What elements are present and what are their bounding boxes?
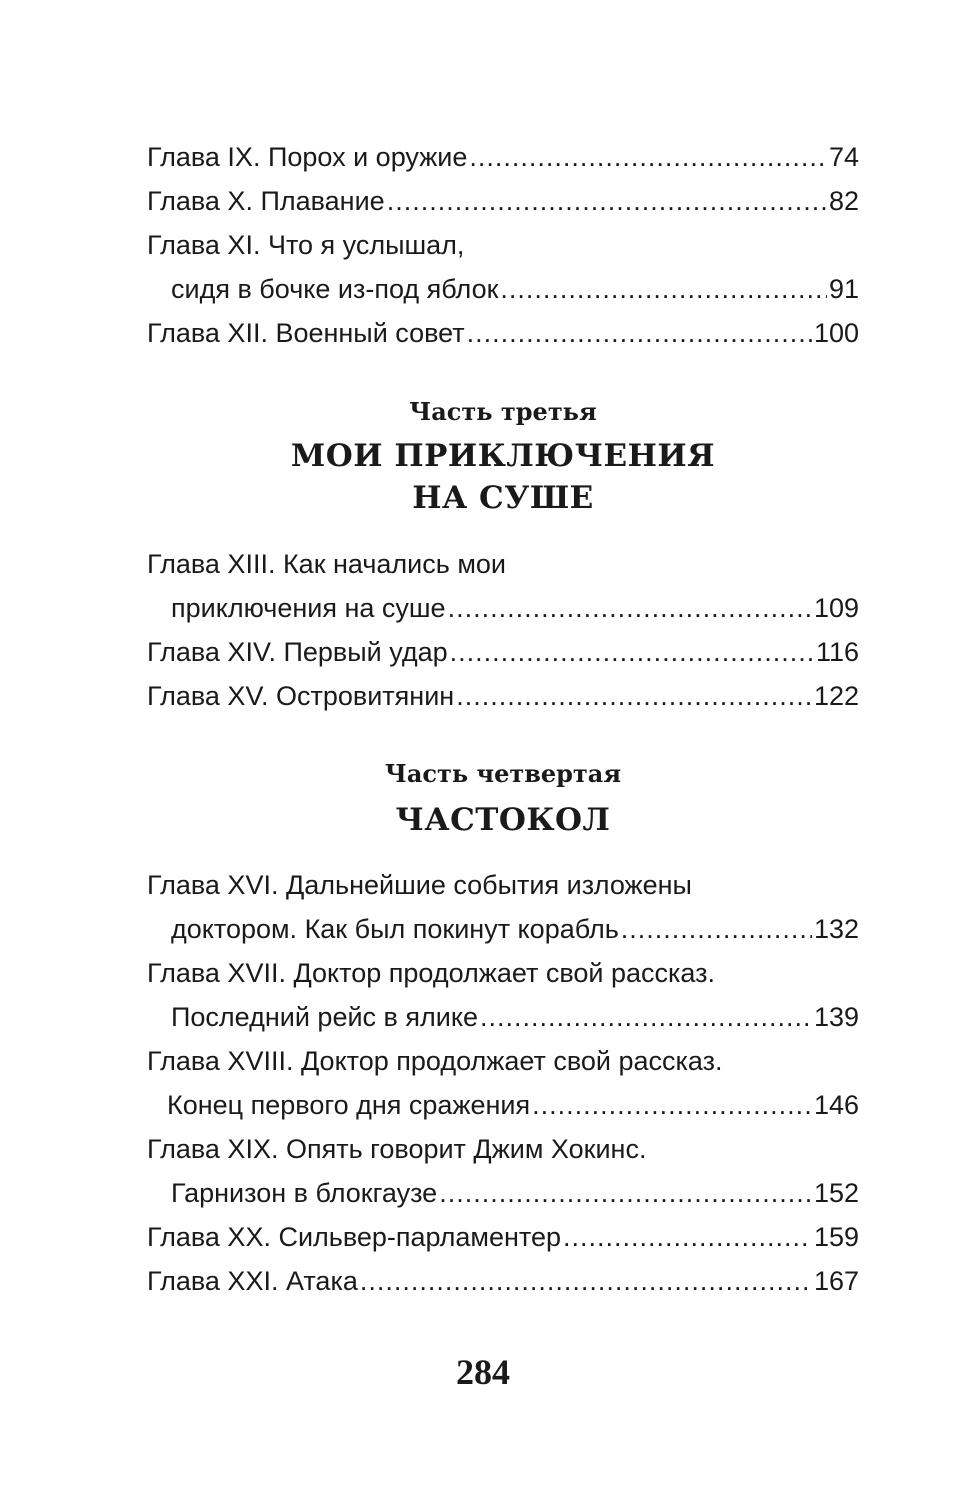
dot-leader bbox=[467, 311, 812, 355]
chapter-title-head: Глава XVI. Дальнейшие события изложены bbox=[147, 870, 692, 900]
dot-leader bbox=[439, 1171, 812, 1215]
chapter-title-tail: Последний рейс в ялике bbox=[171, 1002, 478, 1032]
toc-entry-chapter-20 bbox=[147, 1215, 859, 1259]
toc-entry-chapter-16 bbox=[147, 863, 859, 951]
toc-entry-chapter-17 bbox=[147, 951, 859, 1039]
chapter-page: 139 bbox=[813, 1002, 859, 1032]
chapter-title-tail: Конец первого дня сражения bbox=[167, 1090, 531, 1120]
chapter-title-tail: приключения на суше bbox=[171, 593, 446, 623]
chapter-page: 100 bbox=[813, 318, 859, 348]
chapter-title-head: Глава XVII. Доктор продолжает свой рассказ. bbox=[147, 958, 716, 988]
chapter-page: 132 bbox=[813, 914, 859, 944]
chapter-title: Глава XX. Сильвер-парламентер bbox=[147, 1222, 562, 1252]
dot-leader bbox=[360, 1259, 812, 1303]
chapter-title: Глава IX. Порох и оружие bbox=[147, 142, 468, 172]
part-title bbox=[147, 799, 859, 841]
chapter-title-tail: Гарнизон в блокгаузе bbox=[171, 1178, 438, 1208]
chapter-page: 91 bbox=[828, 274, 859, 304]
dot-leader bbox=[480, 995, 812, 1039]
dot-leader bbox=[469, 135, 827, 179]
chapter-title: Глава XV. Островитянин bbox=[147, 681, 455, 711]
chapter-page: 167 bbox=[813, 1266, 859, 1296]
chapter-title-tail: сидя в бочке из-под яблок bbox=[171, 274, 499, 304]
chapter-title-head: Глава XIX. Опять говорит Джим Хокинс. bbox=[147, 1134, 647, 1164]
dot-leader bbox=[387, 179, 827, 223]
part-label: Часть четвертая bbox=[384, 759, 622, 788]
dot-leader bbox=[500, 267, 827, 311]
toc-entry-chapter-19 bbox=[147, 1127, 859, 1215]
toc-entry-chapter-21 bbox=[147, 1259, 859, 1303]
chapter-page: 116 bbox=[815, 637, 859, 667]
page-number: 284 bbox=[456, 1352, 510, 1392]
dot-leader bbox=[532, 1083, 812, 1127]
chapter-page: 146 bbox=[813, 1090, 859, 1120]
dot-leader bbox=[450, 630, 814, 674]
chapter-title: Глава XII. Военный совет bbox=[147, 318, 465, 348]
part-title-line: МОИ ПРИКЛЮЧЕНИЯ bbox=[290, 438, 716, 474]
toc-entry-chapter-11 bbox=[147, 223, 859, 311]
chapter-page: 109 bbox=[813, 593, 859, 623]
part-three-heading bbox=[147, 395, 859, 519]
toc-entry-chapter-13 bbox=[147, 542, 859, 630]
chapter-title: Глава X. Плавание bbox=[147, 186, 385, 216]
chapter-title: Глава XIV. Первый удар bbox=[147, 637, 448, 667]
part-four-heading bbox=[147, 757, 859, 841]
chapter-title: Глава XXI. Атака bbox=[147, 1266, 358, 1296]
part-title bbox=[147, 435, 859, 519]
part-title-line: НА СУШЕ bbox=[412, 480, 594, 516]
toc-group-part4 bbox=[147, 863, 859, 1303]
chapter-page: 82 bbox=[828, 186, 859, 216]
dot-leader bbox=[456, 674, 812, 718]
dot-leader bbox=[621, 907, 812, 951]
dot-leader bbox=[448, 586, 812, 630]
chapter-page: 159 bbox=[813, 1222, 859, 1252]
chapter-title-head: Глава XI. Что я услышал, bbox=[147, 230, 465, 260]
chapter-title-head: Глава XIII. Как начались мои bbox=[147, 549, 506, 579]
toc-entry-chapter-18 bbox=[147, 1039, 859, 1127]
chapter-page: 122 bbox=[813, 681, 859, 711]
dot-leader bbox=[563, 1215, 812, 1259]
toc-entry-chapter-9 bbox=[147, 135, 859, 179]
toc-entry-chapter-15 bbox=[147, 674, 859, 718]
chapter-title-tail: доктором. Как был покинут корабль bbox=[171, 914, 619, 944]
chapter-title-head: Глава XVIII. Доктор продолжает свой рассказ. bbox=[147, 1046, 723, 1076]
toc-group-part3 bbox=[147, 542, 859, 718]
chapter-page: 74 bbox=[828, 142, 859, 172]
chapter-page: 152 bbox=[813, 1178, 859, 1208]
part-label: Часть третья bbox=[409, 397, 597, 426]
toc-entry-chapter-14 bbox=[147, 630, 859, 674]
toc-entry-chapter-12 bbox=[147, 311, 859, 355]
toc-entry-chapter-10 bbox=[147, 179, 859, 223]
part-title-line: ЧАСТОКОЛ bbox=[395, 802, 611, 838]
toc-group-part2-continued bbox=[147, 135, 859, 355]
